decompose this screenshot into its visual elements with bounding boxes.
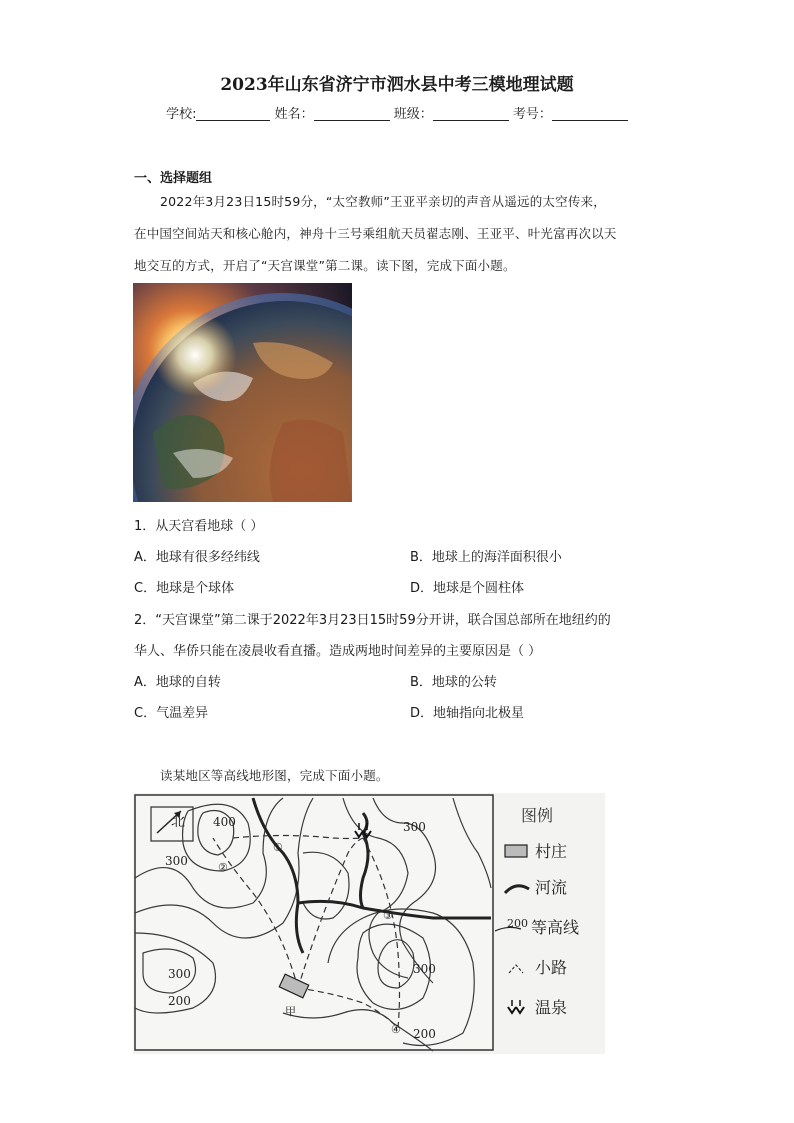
section-heading: 一、选择题组 bbox=[134, 171, 213, 186]
contour-label-300-a: 300 bbox=[165, 854, 188, 868]
name-label: 姓名： bbox=[274, 107, 314, 122]
village-legend-icon bbox=[505, 845, 527, 857]
question-2-stem-line1: 2．“天宫课堂”第二课于2022年3月23日15时59分开讲，联合国总部所在地纽约的 bbox=[134, 613, 611, 628]
intro-paragraph-line2: 在中国空间站天和核心舱内，神舟十三号乘组航天员翟志刚、王亚平、叶光富再次以天 bbox=[134, 226, 617, 241]
village-jia-label: 甲 bbox=[285, 1005, 296, 1018]
legend-spring: 温泉 bbox=[535, 998, 568, 1017]
earth-from-space-image bbox=[133, 283, 352, 502]
q1-option-a[interactable]: A．地球有很多经纬线 bbox=[134, 550, 260, 565]
school-label: 学校: bbox=[166, 107, 197, 122]
question-2-stem-line2: 华人、华侨只能在凌晨收看直播。造成两地时间差异的主要原因是（ ） bbox=[134, 644, 542, 659]
exam-no-label: 考号： bbox=[512, 107, 552, 122]
q1-option-b[interactable]: B．地球上的海洋面积很小 bbox=[410, 550, 562, 565]
point-label-2: ② bbox=[218, 861, 228, 874]
q2-option-b[interactable]: B．地球的公转 bbox=[410, 675, 497, 690]
intro-paragraph-line1: 2022年3月23日15时59分，“太空教师”王亚平亲切的声音从遥远的太空传来， bbox=[160, 194, 606, 209]
page-title: 2023年山东省济宁市泗水县中考三模地理试题 bbox=[220, 75, 574, 95]
legend-title: 图例 bbox=[521, 806, 554, 825]
legend-river: 河流 bbox=[535, 878, 568, 897]
contour-label-300-b: 300 bbox=[403, 820, 426, 834]
legend-path: 小路 bbox=[535, 958, 568, 977]
question-1-stem: 1．从天宫看地球（ ） bbox=[134, 519, 264, 534]
legend-contour-value: 200 bbox=[507, 917, 528, 930]
intro-paragraph-line3: 地交互的方式，开启了“天宫课堂”第二课。读下图，完成下面小题。 bbox=[134, 258, 516, 273]
class-label: 班级： bbox=[393, 107, 433, 122]
point-label-4: ④ bbox=[391, 1023, 401, 1036]
q2-option-c[interactable]: C．气温差异 bbox=[134, 706, 209, 721]
contour-label-400: 400 bbox=[213, 815, 236, 829]
contour-label-200-a: 200 bbox=[168, 994, 191, 1008]
school-blank[interactable] bbox=[196, 106, 270, 121]
point-label-3: ③ bbox=[383, 909, 393, 922]
q1-option-d[interactable]: D．地球是个圆柱体 bbox=[410, 581, 525, 596]
contour-label-300-d: 300 bbox=[413, 962, 436, 976]
q1-option-c[interactable]: C．地球是个球体 bbox=[134, 581, 235, 596]
point-label-1: ① bbox=[273, 841, 283, 854]
contour-map-figure bbox=[133, 793, 605, 1054]
name-blank[interactable] bbox=[314, 106, 390, 121]
class-blank[interactable] bbox=[433, 106, 509, 121]
map-intro: 读某地区等高线地形图，完成下面小题。 bbox=[160, 768, 389, 783]
legend-contour: 等高线 bbox=[531, 918, 580, 937]
exam-no-blank[interactable] bbox=[552, 106, 628, 121]
q2-option-a[interactable]: A．地球的自转 bbox=[134, 675, 221, 690]
student-info-line bbox=[0, 103, 794, 122]
contour-label-300-c: 300 bbox=[168, 967, 191, 981]
contour-label-200-b: 200 bbox=[413, 1027, 436, 1041]
legend-village: 村庄 bbox=[535, 842, 568, 861]
q2-option-d[interactable]: D．地轴指向北极星 bbox=[410, 706, 525, 721]
north-label: 北 bbox=[171, 814, 185, 830]
